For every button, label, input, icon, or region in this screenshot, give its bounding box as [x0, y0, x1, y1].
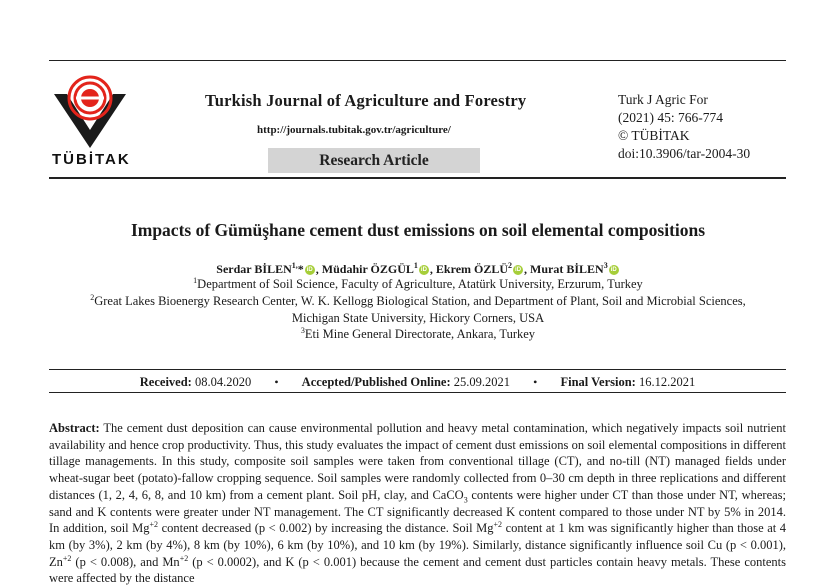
publisher-logo-text: TÜBİTAK	[52, 151, 131, 168]
abstract-text: (p < 0.0002), and K (p < 0.001) because the cement and cement dust particles contain heavy metals. These contents were affected by the distance	[49, 554, 786, 586]
abstract-text: content decreased (p < 0.002) by increasing the distance. Soil Mg	[158, 521, 494, 536]
affiliation-text: Michigan State University, Hickory Corners, USA	[291, 311, 545, 325]
abstract-text: content at 1 km was significantly higher than those at 4 km (by 3%), 2 km (by 4%), 8 km (by 10%), 6 km (by 10%), and 10 km (by 19%). Similarly, distance significantly influence soil Cu (p < 0.001), Zn	[49, 521, 787, 569]
affiliation-text: Great Lakes Bioenergy Research Center, W. K. Kellogg Biological Station, and Department of Plant, Soil and Microbial Sciences,	[94, 294, 746, 308]
affiliation-line	[0, 327, 836, 342]
date-separator: •	[274, 375, 279, 389]
affiliation-line	[0, 277, 836, 292]
citation-journal: Turk J Agric For	[618, 92, 708, 107]
abstract-superscript: +2	[62, 553, 72, 563]
date-separator: •	[533, 375, 538, 389]
accepted-label: Accepted/Published Online:	[301, 375, 451, 389]
accepted-date: 25.09.2021	[453, 375, 511, 389]
affiliation-sup: 2	[90, 292, 95, 302]
final-version-date: 16.12.2021	[638, 375, 696, 389]
abstract-superscript: +2	[149, 520, 159, 530]
abstract-text: The cement dust deposition can cause environmental pollution and heavy metal contamination, which negatively impacts soil nutrient availability and hence crop productivity. Thus, this study evaluates the impact of cement dust emissions on soil elemental compositions in different tillage managements. In this study, composite soil samples were taken from conventional tillage (CT), and no-till (NT) managed fields under wheat-sugar beet (potato)-fallow cropping sequence. Soil samples were randomly collected from 0–30 cm depth in three replications and different distances (1, 2, 4, 6, 8, and 10 km) from a cement plant. Soil pH, clay, and CaCO	[49, 421, 786, 502]
abstract-label: Abstract:	[49, 421, 100, 435]
author-name: Müdahir ÖZGÜL	[321, 262, 414, 276]
orcid-icon[interactable]: iD	[420, 267, 427, 274]
abstract-paragraph	[49, 420, 786, 587]
abstract	[49, 420, 786, 587]
author-name: Serdar BİLEN	[216, 262, 292, 276]
received-label: Received:	[139, 375, 192, 389]
publication-dates	[49, 375, 786, 390]
author-affil-sup: 2	[508, 261, 513, 270]
author-affil-sup: 1,	[291, 261, 298, 270]
author-list	[0, 262, 836, 277]
author-affil-sup: 1	[413, 261, 418, 270]
article-type-badge: Research Article	[268, 148, 480, 173]
author-name: Murat BİLEN	[530, 262, 604, 276]
abstract-text: (p < 0.008), and Mn	[71, 554, 180, 569]
abstract-superscript: +2	[493, 520, 503, 530]
final-version-label: Final Version:	[560, 375, 636, 389]
dates-bottom-rule	[49, 392, 786, 393]
affiliation-sup: 1	[193, 275, 198, 285]
affiliation-line	[0, 311, 836, 326]
citation-volume: (2021) 45: 766-774	[618, 110, 723, 125]
affiliation-text: Eti Mine General Directorate, Ankara, Turkey	[304, 327, 536, 341]
dates-top-rule	[49, 369, 786, 370]
received-date: 08.04.2020	[194, 375, 252, 389]
orcid-icon[interactable]: iD	[306, 267, 313, 274]
author-separator: ,	[429, 262, 436, 276]
abstract-subscript: 3	[463, 495, 468, 505]
author-affil-sup: 3	[603, 261, 608, 270]
affiliation-sup: 3	[300, 325, 305, 335]
header-bottom-rule	[49, 177, 786, 179]
header-top-rule	[49, 60, 786, 61]
orcid-icon[interactable]: iD	[515, 267, 522, 274]
author-separator: ,	[315, 262, 322, 276]
orcid-icon[interactable]: iD	[610, 267, 617, 274]
affiliation-line	[0, 294, 836, 309]
paper-title: Impacts of Gümüşhane cement dust emissions on soil elemental compositions	[130, 220, 706, 240]
journal-title: Turkish Journal of Agriculture and Forestry	[205, 91, 527, 110]
abstract-text: contents were higher under CT than those under NT, whereas; sand and K contents were greater under NT management. The CT significantly decreased K content compared to those under NT by 5% in 2014. In addition, soil Mg	[49, 487, 787, 536]
journal-url-link[interactable]: http://journals.tubitak.gov.tr/agriculture/	[257, 124, 451, 136]
citation-doi[interactable]: doi:10.3906/tar-2004-30	[618, 146, 751, 161]
author-name: Ekrem ÖZLÜ	[435, 262, 509, 276]
abstract-superscript: +2	[179, 553, 189, 563]
citation-copyright: © TÜBİTAK	[618, 128, 690, 143]
affiliation-text: Department of Soil Science, Faculty of Agriculture, Atatürk University, Erzurum, Turkey	[197, 277, 643, 291]
corresponding-mark: *	[297, 262, 304, 276]
author-separator: ,	[524, 262, 531, 276]
